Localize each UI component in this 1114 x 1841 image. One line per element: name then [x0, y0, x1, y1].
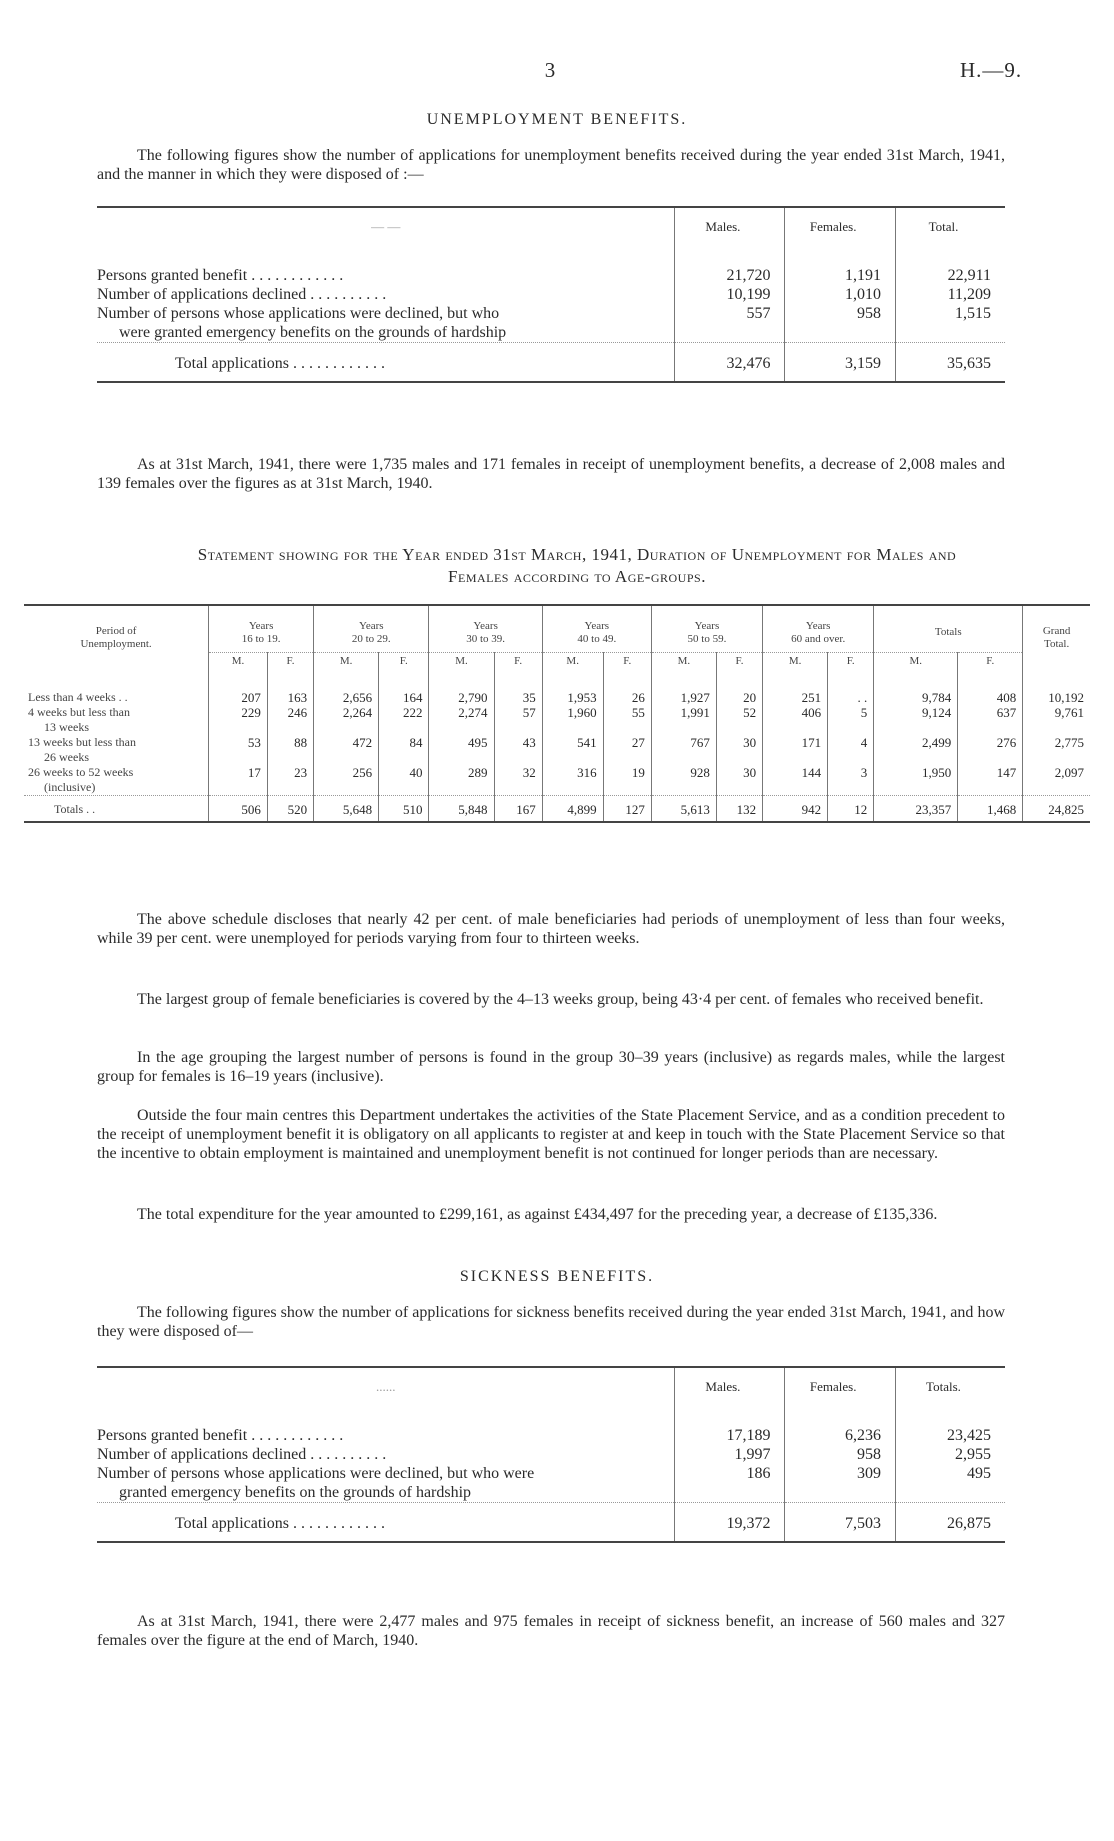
cell: 406: [763, 705, 828, 735]
age-group-header: [763, 605, 874, 652]
table-row: [97, 304, 1005, 343]
table-header-total: Totals.: [895, 1367, 1005, 1406]
period-header: [24, 605, 209, 670]
age-group-header: [542, 605, 651, 652]
cell: 2,274: [429, 705, 494, 735]
sickness-summary-table: [97, 1366, 1005, 1543]
cell: 942: [763, 796, 828, 823]
cell: 5: [828, 705, 874, 735]
age-group-header: [314, 605, 429, 652]
period-label-line-1: 26 weeks to 52 weeks: [28, 765, 134, 779]
male-column-header: M.: [763, 652, 828, 670]
unemployment-summary-table: [97, 206, 1005, 383]
table-row: [24, 690, 1090, 705]
age-group-header: [209, 605, 314, 652]
table-header-males: Males.: [675, 207, 785, 246]
row-males: 557: [675, 304, 785, 343]
cell: 928: [651, 765, 716, 796]
cell: 2,097: [1023, 765, 1090, 796]
table-header-total: Total.: [895, 207, 1005, 246]
row-label: Persons granted benefit: [97, 267, 248, 284]
row-males: 186: [675, 1464, 785, 1503]
cell: 163: [267, 690, 313, 705]
age-group-label: Years: [694, 619, 720, 632]
age-group-range: 60 and over.: [791, 632, 846, 645]
cell: 147: [958, 765, 1023, 796]
row-females: 6,236: [785, 1426, 896, 1445]
cell: 23: [267, 765, 313, 796]
cell: 251: [763, 690, 828, 705]
cell: 9,124: [874, 705, 958, 735]
period-label-line-2: 26 weeks: [44, 750, 89, 764]
cell: 472: [314, 735, 379, 765]
grand-total-header: [1023, 605, 1090, 670]
cell: . .: [828, 690, 874, 705]
age-group-label: Years: [248, 619, 274, 632]
cell: 171: [763, 735, 828, 765]
table-row: [24, 705, 1090, 735]
row-label: Persons granted benefit: [97, 1427, 248, 1444]
cell: 276: [958, 735, 1023, 765]
cell: 316: [542, 765, 603, 796]
row-total: 11,209: [895, 285, 1005, 304]
cell: 19: [603, 765, 651, 796]
row-leaders: . . . . . . . . . . . .: [288, 1515, 385, 1532]
period-label-line-2: (inclusive): [44, 780, 96, 794]
female-column-header: F.: [603, 652, 651, 670]
table-row: [97, 266, 1005, 285]
cell: 26: [603, 690, 651, 705]
cell: 289: [429, 765, 494, 796]
cell: 520: [267, 796, 313, 823]
cell: 229: [209, 705, 268, 735]
age-group-range: 50 to 59.: [687, 632, 727, 645]
unemployment-heading: UNEMPLOYMENT BENEFITS.: [426, 111, 688, 128]
period-label: [24, 705, 209, 735]
cell: 40: [379, 765, 429, 796]
age-group-header: [651, 605, 762, 652]
age-group-range: 20 to 29.: [351, 632, 391, 645]
statement-title: [97, 544, 1057, 588]
cell: 43: [494, 735, 542, 765]
table-row: [24, 765, 1090, 796]
cell: 17: [209, 765, 268, 796]
table-header-desc: — —: [371, 219, 401, 234]
cell: 27: [603, 735, 651, 765]
row-females: 1,010: [785, 285, 896, 304]
table-row: [97, 1426, 1005, 1445]
female-column-header: F.: [267, 652, 313, 670]
table-header-males: Males.: [675, 1367, 785, 1406]
cell: 52: [716, 705, 762, 735]
total-label: Total applications: [175, 355, 289, 372]
page-header: [0, 58, 1114, 82]
cell: 5,848: [429, 796, 494, 823]
row-males: 17,189: [675, 1426, 785, 1445]
table-total-row: [97, 1503, 1005, 1543]
row-females: 1,191: [785, 266, 896, 285]
cell: 1,950: [874, 765, 958, 796]
row-males: 1,997: [675, 1445, 785, 1464]
discussion-paragraph-1: The above schedule discloses that nearly 42 per cent. of male beneficiaries had periods of unemployment of less than four weeks, while 39 per cent. were unemployed for periods varying from four to thirteen weeks.: [97, 911, 1005, 947]
row-label: Number of persons whose applications were declined, but who: [97, 305, 500, 322]
row-females: 958: [785, 1445, 896, 1464]
total-label: Total applications: [175, 1515, 289, 1532]
table-row: [97, 285, 1005, 304]
row-females: 958: [785, 304, 896, 343]
age-group-range: 30 to 39.: [466, 632, 506, 645]
row-label-continued: granted emergency benefits on the grounds of hardship: [119, 1484, 472, 1501]
cell: 55: [603, 705, 651, 735]
cell: 541: [542, 735, 603, 765]
period-label: [24, 690, 209, 705]
cell: 767: [651, 735, 716, 765]
age-group-header: [429, 605, 542, 652]
cell: 2,775: [1023, 735, 1090, 765]
row-leaders: . . . . . . . . . . . .: [288, 355, 385, 372]
female-column-header: F.: [958, 652, 1023, 670]
age-group-range: 16 to 19.: [241, 632, 281, 645]
cell: 207: [209, 690, 268, 705]
cell: 246: [267, 705, 313, 735]
row-total: 1,515: [895, 304, 1005, 343]
cell: 2,264: [314, 705, 379, 735]
cell: 132: [716, 796, 762, 823]
row-total: 495: [895, 1464, 1005, 1503]
table-header-females: Females.: [785, 207, 896, 246]
age-group-range: 40 to 49.: [577, 632, 617, 645]
total-total: 35,635: [895, 343, 1005, 383]
row-total: 2,955: [895, 1445, 1005, 1464]
age-group-label: Years: [584, 619, 610, 632]
cell: 30: [716, 765, 762, 796]
table-header-females: Females.: [785, 1367, 896, 1406]
row-total: 23,425: [895, 1426, 1005, 1445]
total-females: 3,159: [785, 343, 896, 383]
age-group-label: Totals: [934, 626, 962, 639]
male-column-header: M.: [429, 652, 494, 670]
unemployment-intro: The following figures show the number of applications for unemployment benefits received during the year ended 31st March, 1941, and the manner in which they were disposed of :—: [97, 147, 1005, 183]
cell: 4: [828, 735, 874, 765]
age-group-label: Years: [805, 619, 831, 632]
cell: 1,953: [542, 690, 603, 705]
table-row: [24, 735, 1090, 765]
cell: 9,784: [874, 690, 958, 705]
male-column-header: M.: [542, 652, 603, 670]
table-total-row: [24, 796, 1090, 823]
cell: 35: [494, 690, 542, 705]
discussion-paragraph-3: In the age grouping the largest number of persons is found in the group 30–39 years (inclusive) as regards males, while the largest group for females is 16–19 years (inclusive).: [97, 1049, 1005, 1085]
row-leaders: . . . . . . . . . .: [306, 286, 387, 303]
period-label: [24, 735, 209, 765]
total-males: 32,476: [675, 343, 785, 383]
sickness-intro: The following figures show the number of applications for sickness benefits received during the year ended 31st March, 1941, and how they were disposed of—: [97, 1304, 1005, 1340]
cell: 5,613: [651, 796, 716, 823]
cell: 5,648: [314, 796, 379, 823]
cell: 222: [379, 705, 429, 735]
cell: 20: [716, 690, 762, 705]
page-number: 3: [544, 58, 556, 82]
grand-total-line-1: Grand: [1042, 625, 1071, 637]
cell: 10,192: [1023, 690, 1090, 705]
unemployment-receipt-note: As at 31st March, 1941, there were 1,735 males and 171 females in receipt of unemployment benefits, a decrease of 2,008 males and 139 females over the figures as at 31st March, 1940.: [97, 456, 1005, 492]
cell: 24,825: [1023, 796, 1090, 823]
statement-title-line-1: Statement showing for the Year ended 31st March, 1941, Duration of Unemployment for Males and: [197, 545, 957, 564]
row-total: 22,911: [895, 266, 1005, 285]
total-females: 7,503: [785, 1503, 896, 1543]
age-group-label: Years: [358, 619, 384, 632]
female-column-header: F.: [716, 652, 762, 670]
age-group-label: Years: [473, 619, 498, 632]
row-label-continued: were granted emergency benefits on the grounds of hardship: [119, 324, 507, 341]
period-label-line-2: 13 weeks: [44, 720, 89, 734]
female-column-header: F.: [828, 652, 874, 670]
discussion-paragraph-2: The largest group of female beneficiaries is covered by the 4–13 weeks group, being 43·4 per cent. of females who received benefit.: [137, 991, 984, 1008]
row-label: Number of applications declined: [97, 1446, 307, 1463]
period-label: [24, 765, 209, 796]
total-males: 19,372: [675, 1503, 785, 1543]
sickness-heading: SICKNESS BENEFITS.: [459, 1268, 655, 1285]
cell: 144: [763, 765, 828, 796]
cell: 84: [379, 735, 429, 765]
cell: 23,357: [874, 796, 958, 823]
cell: 1,468: [958, 796, 1023, 823]
cell: 164: [379, 690, 429, 705]
period-label-line-1: Less than 4 weeks . .: [28, 690, 128, 704]
sickness-receipt-note: As at 31st March, 1941, there were 2,477 males and 975 females in receipt of sickness benefit, an increase of 560 males and 327 females over the figure at the end of March, 1940.: [97, 1613, 1005, 1649]
cell: 12: [828, 796, 874, 823]
row-leaders: . . . . . . . . . .: [306, 1446, 387, 1463]
cell: 2,656: [314, 690, 379, 705]
cell: 1,927: [651, 690, 716, 705]
statement-title-line-2: Females according to Age-groups.: [448, 567, 706, 586]
period-header-line-1: Period of: [95, 625, 137, 637]
totals-label: Totals . .: [24, 796, 209, 823]
table-total-row: [97, 343, 1005, 383]
row-label: Number of applications declined: [97, 286, 307, 303]
total-total: 26,875: [895, 1503, 1005, 1543]
cell: 495: [429, 735, 494, 765]
female-column-header: F.: [379, 652, 429, 670]
cell: 32: [494, 765, 542, 796]
male-column-header: M.: [651, 652, 716, 670]
cell: 256: [314, 765, 379, 796]
cell: 506: [209, 796, 268, 823]
cell: 510: [379, 796, 429, 823]
cell: 408: [958, 690, 1023, 705]
discussion-paragraph-4: Outside the four main centres this Department undertakes the activities of the State Placement Service, and as a condition precedent to the receipt of unemployment benefit it is obligatory on all applicants to register at and keep in touch with the State Placement Service so that the incentive to obtain employment is maintained and unemployment benefit is not continued for longer periods than are necessary.: [97, 1107, 1005, 1162]
cell: 637: [958, 705, 1023, 735]
row-females: 309: [785, 1464, 896, 1503]
male-column-header: M.: [314, 652, 379, 670]
table-row: [97, 1445, 1005, 1464]
female-column-header: F.: [494, 652, 542, 670]
cell: 30: [716, 735, 762, 765]
cell: 2,790: [429, 690, 494, 705]
cell: 9,761: [1023, 705, 1090, 735]
row-males: 10,199: [675, 285, 785, 304]
duration-statement-table: [24, 604, 1090, 823]
table-header-desc: ......: [375, 1379, 396, 1394]
cell: 1,991: [651, 705, 716, 735]
table-row: [97, 1464, 1005, 1503]
row-label: Number of persons whose applications were declined, but who were: [97, 1465, 535, 1482]
cell: 127: [603, 796, 651, 823]
period-label-line-1: 4 weeks but less than: [28, 705, 130, 719]
period-label-line-1: 13 weeks but less than: [28, 735, 136, 749]
cell: 2,499: [874, 735, 958, 765]
row-leaders: . . . . . . . . . . . .: [247, 267, 344, 284]
male-column-header: M.: [209, 652, 268, 670]
grand-total-line-2: Total.: [1044, 638, 1070, 650]
male-column-header: M.: [874, 652, 958, 670]
totals-group-header: [874, 605, 1023, 652]
cell: 53: [209, 735, 268, 765]
row-leaders: . . . . . . . . . . . .: [247, 1427, 344, 1444]
cell: 4,899: [542, 796, 603, 823]
period-header-line-2: Unemployment.: [80, 638, 152, 650]
cell: 167: [494, 796, 542, 823]
row-males: 21,720: [675, 266, 785, 285]
cell: 57: [494, 705, 542, 735]
cell: 1,960: [542, 705, 603, 735]
cell: 88: [267, 735, 313, 765]
report-reference: H.—9.: [960, 58, 1023, 82]
cell: 3: [828, 765, 874, 796]
discussion-paragraph-5: The total expenditure for the year amounted to £299,161, as against £434,497 for the preceding year, a decrease of £135,336.: [137, 1206, 938, 1223]
